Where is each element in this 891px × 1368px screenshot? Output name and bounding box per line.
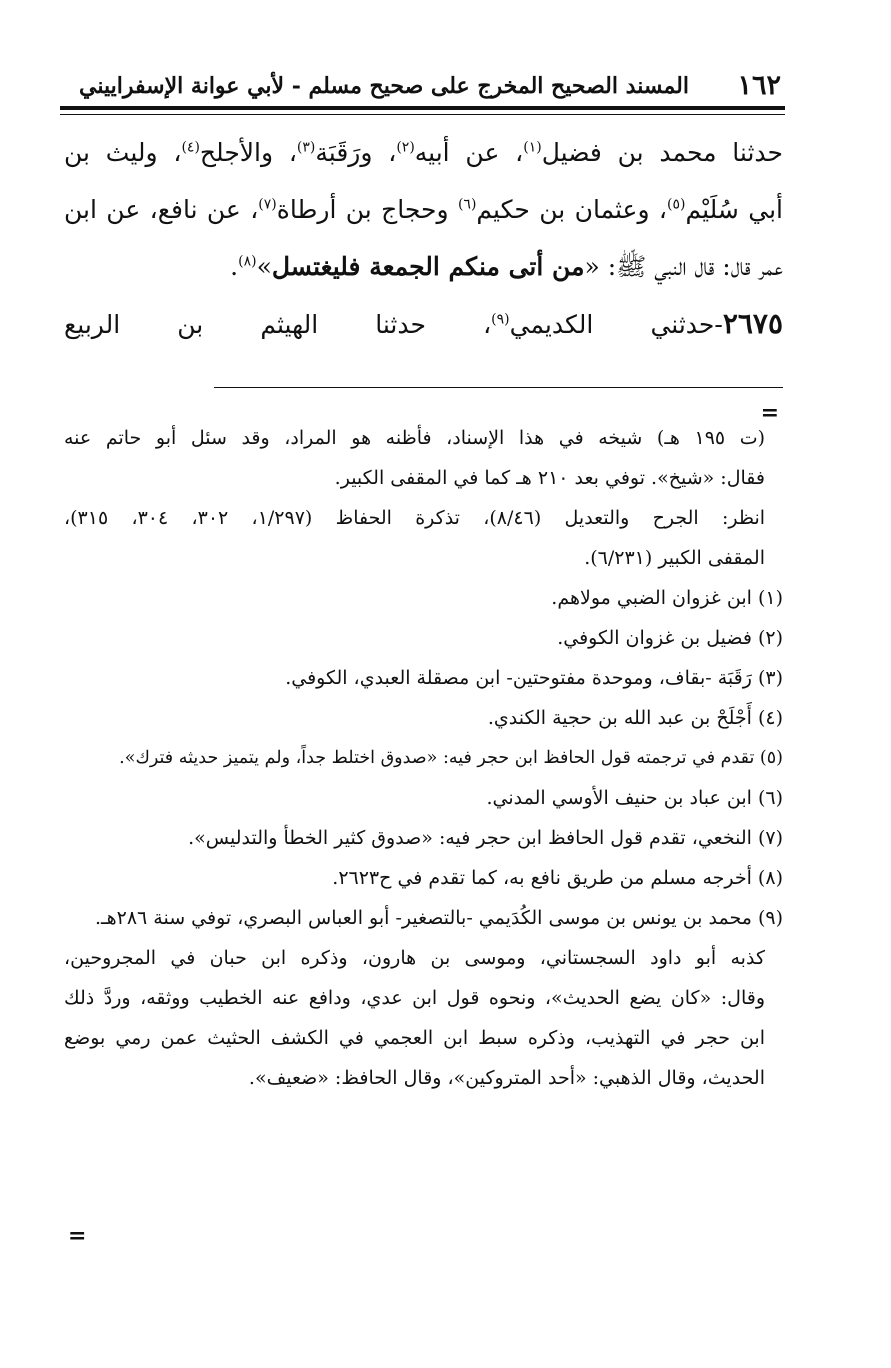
main-text-run: ، عن نافع، عن ابن bbox=[64, 195, 259, 224]
footnote-9-line: الحديث، وقال الذهبي: «أحد المتروكين»، وقال الحافظ: «ضعيف». bbox=[248, 1067, 765, 1089]
footnote-ref: (٣) bbox=[296, 139, 316, 156]
footnote-9: (٩) محمد بن يونس بن موسى الكُدَيمي -بالتصغير- أبو العباس البصري، توفي سنة ٢٨٦هـ. bbox=[95, 907, 783, 929]
main-text-run: ، عن أبيه bbox=[414, 138, 524, 167]
main-text-run: وحجاج بن أرطاة bbox=[276, 195, 458, 224]
main-text-run: ، حدثنا الهيثم بن الربيع bbox=[64, 310, 492, 339]
footnote-3: (٣) رَقَبَة -بقاف، وموحدة مفتوحتين- ابن مصقلة العبدي، الكوفي. bbox=[285, 667, 783, 689]
footnote-continued-line: انظر: الجرح والتعديل (٨/٤٦)، تذكرة الحفاظ (١/٢٩٧، ٣٠٢، ٣٠٤، ٣١٥)، bbox=[64, 507, 766, 529]
footnote-4: (٤) أَجْلَحْ بن عبد الله بن حجية الكندي. bbox=[487, 707, 783, 729]
running-header bbox=[79, 70, 781, 104]
footnote-9-line: ابن حجر في التهذيب، وذكره سبط ابن العجمي في الكشف الحثيث عمن رمي بوضع bbox=[64, 1027, 765, 1049]
footnote-ref: (٧) bbox=[258, 196, 277, 213]
footnote-ref: (١) bbox=[523, 139, 542, 156]
footnote-ref: (٢) bbox=[396, 139, 415, 156]
footnote-ref: (٦) bbox=[457, 196, 477, 213]
footnote-ref: (٨) bbox=[238, 253, 257, 270]
main-line-4 bbox=[64, 295, 783, 352]
footnote-9-line: كذبه أبو داود السجستاني، وموسى بن هارون، وذكره ابن حبان في المجروحين، bbox=[64, 947, 765, 969]
footnote-separator bbox=[214, 387, 783, 388]
footnote-6: (٦) ابن عباد بن حنيف الأوسي المدني. bbox=[486, 787, 783, 809]
footnote-1: (١) ابن غزوان الضبي مولاهم. bbox=[551, 587, 783, 609]
main-text-run: ، ورَقَبَة bbox=[315, 138, 397, 167]
footnote-ref: (٩) bbox=[491, 311, 510, 328]
header-rule-thin bbox=[60, 114, 785, 115]
continuation-mark-top: = bbox=[760, 400, 779, 426]
header-rule-thick bbox=[60, 106, 785, 110]
hadith-matn: من أتى منكم الجمعة فليغتسل bbox=[271, 252, 585, 281]
main-line-1 bbox=[64, 124, 783, 181]
main-line-3 bbox=[64, 238, 783, 295]
footnotes bbox=[64, 418, 783, 1098]
main-text-run: حدثنا محمد بن فضيل bbox=[541, 138, 784, 167]
footnote-ref: (٤) bbox=[181, 139, 200, 156]
continuation-mark-bottom: = bbox=[68, 1223, 87, 1249]
main-text-run: ، وعثمان بن حكيم bbox=[476, 195, 667, 224]
main-text-run: -حدثني الكديمي bbox=[509, 310, 723, 339]
footnote-9-line: وقال: «كان يضع الحديث»، ونحوه قول ابن عدي، ودافع عنه الخطيب ووثقه، وردَّ ذلك bbox=[64, 987, 765, 1009]
footnote-continued-line: المقفى الكبير (٦/٢٣١). bbox=[584, 547, 765, 569]
footnote-5: (٥) تقدم في ترجمته قول الحافظ ابن حجر فيه: «صدوق اختلط جداً، ولم يتميز حديثه فترك». bbox=[119, 748, 783, 768]
main-text bbox=[64, 124, 783, 352]
footnote-continued-line: (ت ١٩٥ هـ) شيخه في هذا الإسناد، فأظنه هو المراد، وقد سئل أبو حاتم عنه bbox=[64, 427, 766, 449]
main-text-run: عمر قال: قال النبي ﷺ: « bbox=[584, 252, 783, 281]
running-title: المسند الصحيح المخرج على صحيح مسلم - لأبي عوانة الإسفراييني bbox=[79, 73, 689, 99]
footnote-7: (٧) النخعي، تقدم قول الحافظ ابن حجر فيه: «صدوق كثير الخطأ والتدليس». bbox=[188, 827, 783, 849]
footnote-8: (٨) أخرجه مسلم من طريق نافع به، كما تقدم في ح٢٦٢٣. bbox=[332, 867, 783, 889]
hadith-number: ٢٦٧٥ bbox=[722, 307, 783, 340]
page-number: ١٦٢ bbox=[737, 70, 781, 101]
footnote-ref: (٥) bbox=[667, 196, 686, 213]
main-text-run: ، والأجلح bbox=[199, 138, 297, 167]
main-text-run: أبي سُلَيْم bbox=[685, 195, 783, 224]
main-line-2 bbox=[64, 181, 783, 238]
footnote-continued-line: فقال: «شيخ». توفي بعد ٢١٠ هـ كما في المقفى الكبير. bbox=[334, 467, 765, 489]
footnote-2: (٢) فضيل بن غزوان الكوفي. bbox=[557, 627, 783, 649]
main-text-run: » bbox=[256, 252, 272, 281]
main-text-run: ، وليث بن bbox=[64, 138, 182, 167]
main-text-run: . bbox=[230, 252, 239, 281]
